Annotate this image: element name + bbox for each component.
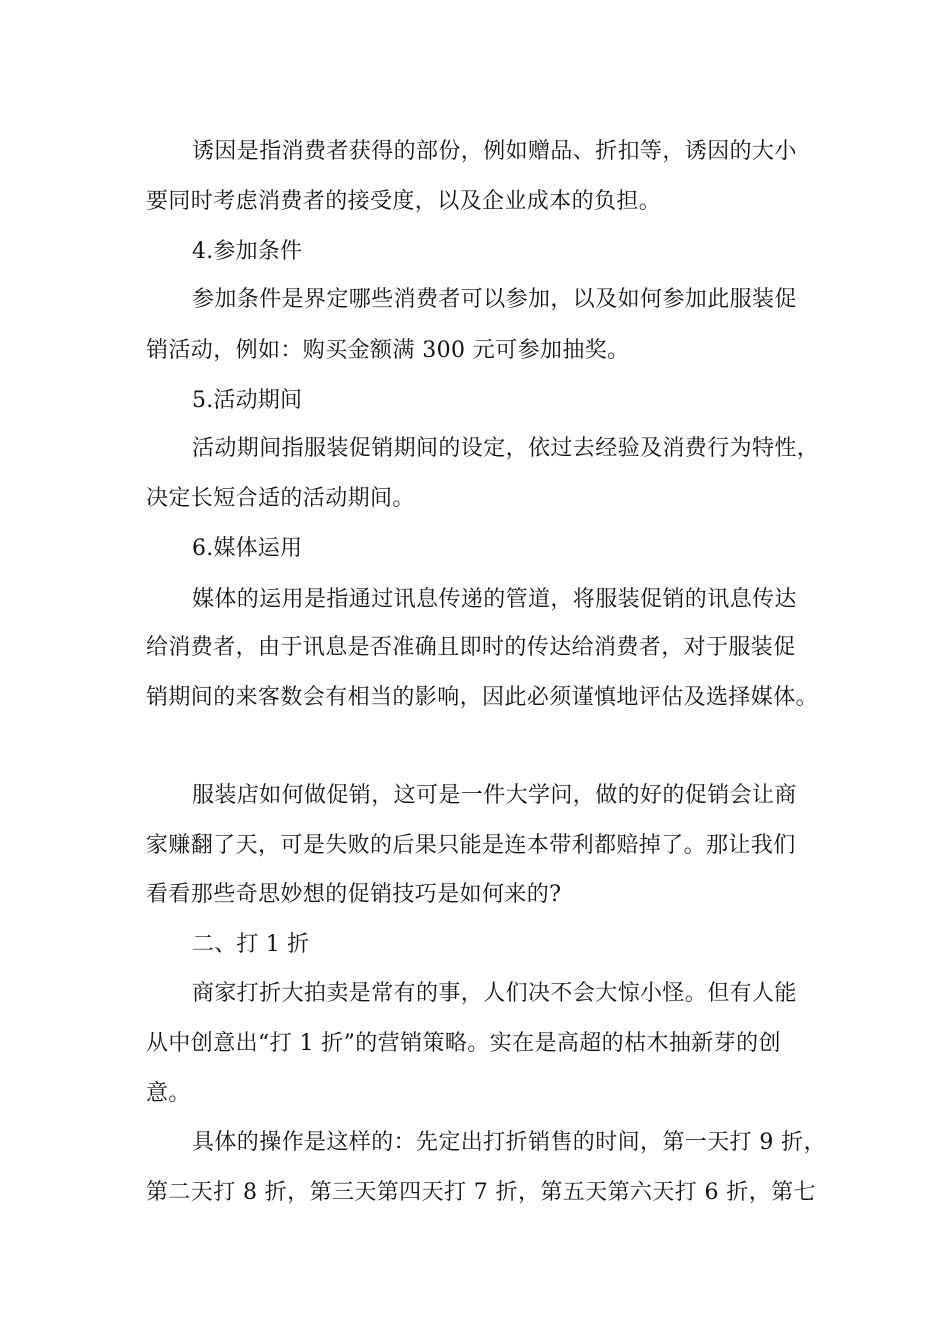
paragraph-line: 媒体的运用是指通过讯息传递的管道，将服装促销的讯息传达 — [192, 587, 797, 612]
paragraph-line: 意。 — [146, 1081, 191, 1106]
paragraph-line: 给消费者，由于讯息是否准确且即时的传达给消费者，对于服装促 — [146, 635, 796, 660]
paragraph-line: 具体的操作是这样的：先定出打折销售的时间，第一天打 9 折， — [192, 1130, 826, 1155]
paragraph-line: 诱因是指消费者获得的部份，例如赠品、折扣等，诱因的大小 — [192, 139, 797, 164]
paragraph-line: 看看那些奇思妙想的促销技巧是如何来的? — [146, 882, 562, 907]
paragraph-line: 家赚翻了天，可是失败的后果只能是连本带利都赔掉了。那让我们 — [146, 833, 796, 858]
paragraph-line: 商家打折大拍卖是常有的事，人们决不会大惊小怪。但有人能 — [192, 981, 797, 1006]
paragraph-line: 从中创意出“打 1 折”的营销策略。实在是高超的枯木抽新芽的创 — [146, 1031, 781, 1056]
section-heading-discount: 二、打 1 折 — [192, 932, 310, 957]
paragraph-line: 第二天打 8 折，第三天第四天打 7 折，第五天第六天打 6 折，第七 — [146, 1180, 816, 1205]
paragraph-line: 销活动，例如：购买金额满 300 元可参加抽奖。 — [146, 338, 630, 363]
paragraph-line: 要同时考虑消费者的接受度，以及企业成本的负担。 — [146, 189, 662, 214]
paragraph-line: 参加条件是界定哪些消费者可以参加，以及如何参加此服装促 — [192, 287, 797, 312]
paragraph-line: 决定长短合适的活动期间。 — [146, 486, 415, 511]
paragraph-line: 活动期间指服装促销期间的设定，依过去经验及消费行为特性， — [192, 436, 820, 461]
paragraph-line: 销期间的来客数会有相当的影响，因此必须谨慎地评估及选择媒体。 — [146, 685, 819, 710]
section-heading-4: 4.参加条件 — [192, 239, 303, 264]
paragraph-line: 服装店如何做促销，这可是一件大学问，做的好的促销会让商 — [192, 783, 797, 808]
section-heading-6: 6.媒体运用 — [192, 536, 303, 561]
section-heading-5: 5.活动期间 — [192, 388, 303, 413]
